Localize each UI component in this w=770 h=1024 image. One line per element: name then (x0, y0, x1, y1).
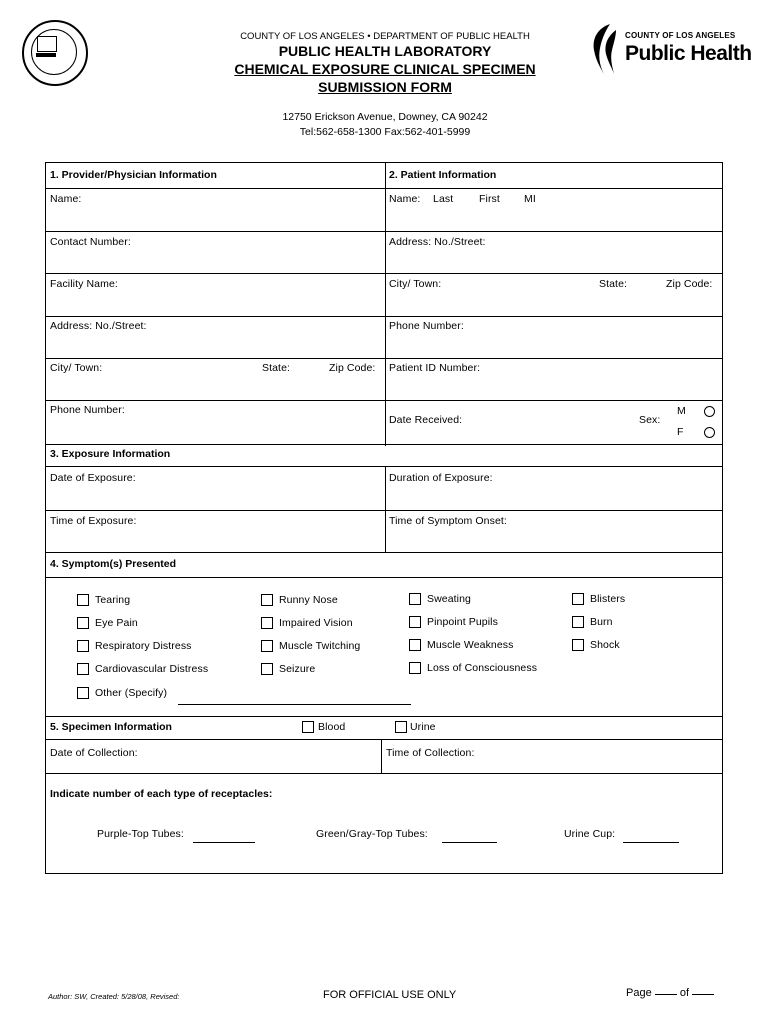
patient-name-label: Name: (389, 193, 421, 205)
runny-nose-checkbox[interactable] (261, 594, 273, 606)
page-counter (626, 987, 714, 999)
cardiovascular-distress-label: Cardiovascular Distress (95, 663, 209, 675)
of-label: of (679, 987, 690, 999)
burn-checkbox[interactable] (572, 616, 584, 628)
muscle-weakness-checkbox[interactable] (409, 639, 421, 651)
burn-label: Burn (590, 616, 613, 628)
seizure-checkbox[interactable] (261, 663, 273, 675)
county-seal-icon (22, 20, 88, 86)
pinpoint-pupils-checkbox[interactable] (409, 616, 421, 628)
impaired-vision-checkbox[interactable] (261, 617, 273, 629)
patient-city-label: City/ Town: (389, 278, 442, 290)
urine-label: Urine (410, 721, 436, 733)
green-tubes-line[interactable] (442, 842, 497, 843)
purple-tubes-line[interactable] (193, 842, 255, 843)
patient-state-label: State: (599, 278, 628, 290)
provider-address-label: Address: No./Street: (50, 320, 147, 332)
patient-first-label: First (479, 193, 500, 205)
other-label: Other (Specify) (95, 687, 168, 699)
sex-female-radio[interactable] (704, 427, 715, 438)
muscle-twitching-checkbox[interactable] (261, 640, 273, 652)
provider-state-label: State: (262, 362, 291, 374)
purple-tubes-label: Purple-Top Tubes: (97, 828, 184, 840)
urine-cup-label: Urine Cup: (564, 828, 616, 840)
provider-contact-label: Contact Number: (50, 236, 131, 248)
provider-city-label: City/ Town: (50, 362, 103, 374)
patient-date-received-label: Date Received: (389, 414, 463, 426)
seizure-label: Seizure (279, 663, 316, 675)
provider-zip-label: Zip Code: (329, 362, 376, 374)
patient-heading: 2. Patient Information (389, 169, 497, 181)
form-body (45, 162, 723, 874)
patient-address-label: Address: No./Street: (389, 236, 486, 248)
shock-checkbox[interactable] (572, 639, 584, 651)
receptacles-heading: Indicate number of each type of receptacles: (50, 788, 273, 800)
sex-male-label: M (677, 405, 686, 417)
provider-heading: 1. Provider/Physician Information (50, 169, 217, 181)
loss-of-consciousness-checkbox[interactable] (409, 662, 421, 674)
symptoms-heading: 4. Symptom(s) Presented (50, 558, 177, 570)
page-label: Page (626, 987, 652, 999)
tearing-label: Tearing (95, 594, 131, 606)
eye-pain-label: Eye Pain (95, 617, 138, 629)
provider-phone-label: Phone Number: (50, 404, 125, 416)
blood-checkbox[interactable] (302, 721, 314, 733)
tearing-checkbox[interactable] (77, 594, 89, 606)
muscle-weakness-label: Muscle Weakness (427, 639, 514, 651)
respiratory-distress-label: Respiratory Distress (95, 640, 192, 652)
green-tubes-label: Green/Gray-Top Tubes: (316, 828, 428, 840)
respiratory-distress-checkbox[interactable] (77, 640, 89, 652)
patient-mi-label: MI (524, 193, 536, 205)
exposure-date-label: Date of Exposure: (50, 472, 136, 484)
blood-label: Blood (318, 721, 346, 733)
form-subtitle: SUBMISSION FORM (318, 79, 452, 95)
collection-time-label: Time of Collection: (386, 747, 475, 759)
patient-zip-label: Zip Code: (666, 278, 713, 290)
sex-male-radio[interactable] (704, 406, 715, 417)
patient-sex-label: Sex: (639, 414, 661, 426)
lab-address: 12750 Erickson Avenue, Downey, CA 90242 (282, 111, 488, 123)
shock-label: Shock (590, 639, 620, 651)
provider-facility-label: Facility Name: (50, 278, 118, 290)
eye-pain-checkbox[interactable] (77, 617, 89, 629)
logo-county-text: COUNTY OF LOS ANGELES (625, 31, 736, 40)
logo-public-health-text: Public Health (625, 42, 752, 65)
collection-date-label: Date of Collection: (50, 747, 138, 759)
patient-last-label: Last (433, 193, 454, 205)
urine-checkbox[interactable] (395, 721, 407, 733)
loss-of-consciousness-label: Loss of Consciousness (427, 662, 538, 674)
lab-phone: Tel:562-658-1300 Fax:562-401-5999 (299, 126, 471, 138)
muscle-twitching-label: Muscle Twitching (279, 640, 361, 652)
patient-id-label: Patient ID Number: (389, 362, 481, 374)
exposure-time-label: Time of Exposure: (50, 515, 137, 527)
sweating-label: Sweating (427, 593, 471, 605)
official-use-label: FOR OFFICIAL USE ONLY (323, 989, 457, 1001)
urine-cup-line[interactable] (623, 842, 679, 843)
runny-nose-label: Runny Nose (279, 594, 338, 606)
sex-female-label: F (677, 426, 684, 438)
blisters-label: Blisters (590, 593, 626, 605)
cardiovascular-distress-checkbox[interactable] (77, 663, 89, 675)
other-specify-line[interactable] (178, 704, 411, 705)
sweating-checkbox[interactable] (409, 593, 421, 605)
provider-name-label: Name: (50, 193, 82, 205)
specimen-heading: 5. Specimen Information (50, 721, 172, 733)
lab-title: PUBLIC HEALTH LABORATORY (278, 43, 492, 59)
author-note: Author: SW, Created: 5/28/08, Revised: (48, 992, 180, 1001)
impaired-vision-label: Impaired Vision (279, 617, 353, 629)
exposure-heading: 3. Exposure Information (50, 448, 171, 460)
form-title: CHEMICAL EXPOSURE CLINICAL SPECIMEN (234, 61, 536, 77)
patient-phone-label: Phone Number: (389, 320, 464, 332)
symptom-onset-label: Time of Symptom Onset: (389, 515, 507, 527)
exposure-duration-label: Duration of Exposure: (389, 472, 493, 484)
blisters-checkbox[interactable] (572, 593, 584, 605)
page-number-line[interactable] (655, 994, 677, 995)
other-checkbox[interactable] (77, 687, 89, 699)
department-line: COUNTY OF LOS ANGELES • DEPARTMENT OF PUBLIC HEALTH (240, 31, 530, 42)
public-health-logo-icon (588, 22, 624, 80)
page-total-line[interactable] (692, 994, 714, 995)
pinpoint-pupils-label: Pinpoint Pupils (427, 616, 498, 628)
